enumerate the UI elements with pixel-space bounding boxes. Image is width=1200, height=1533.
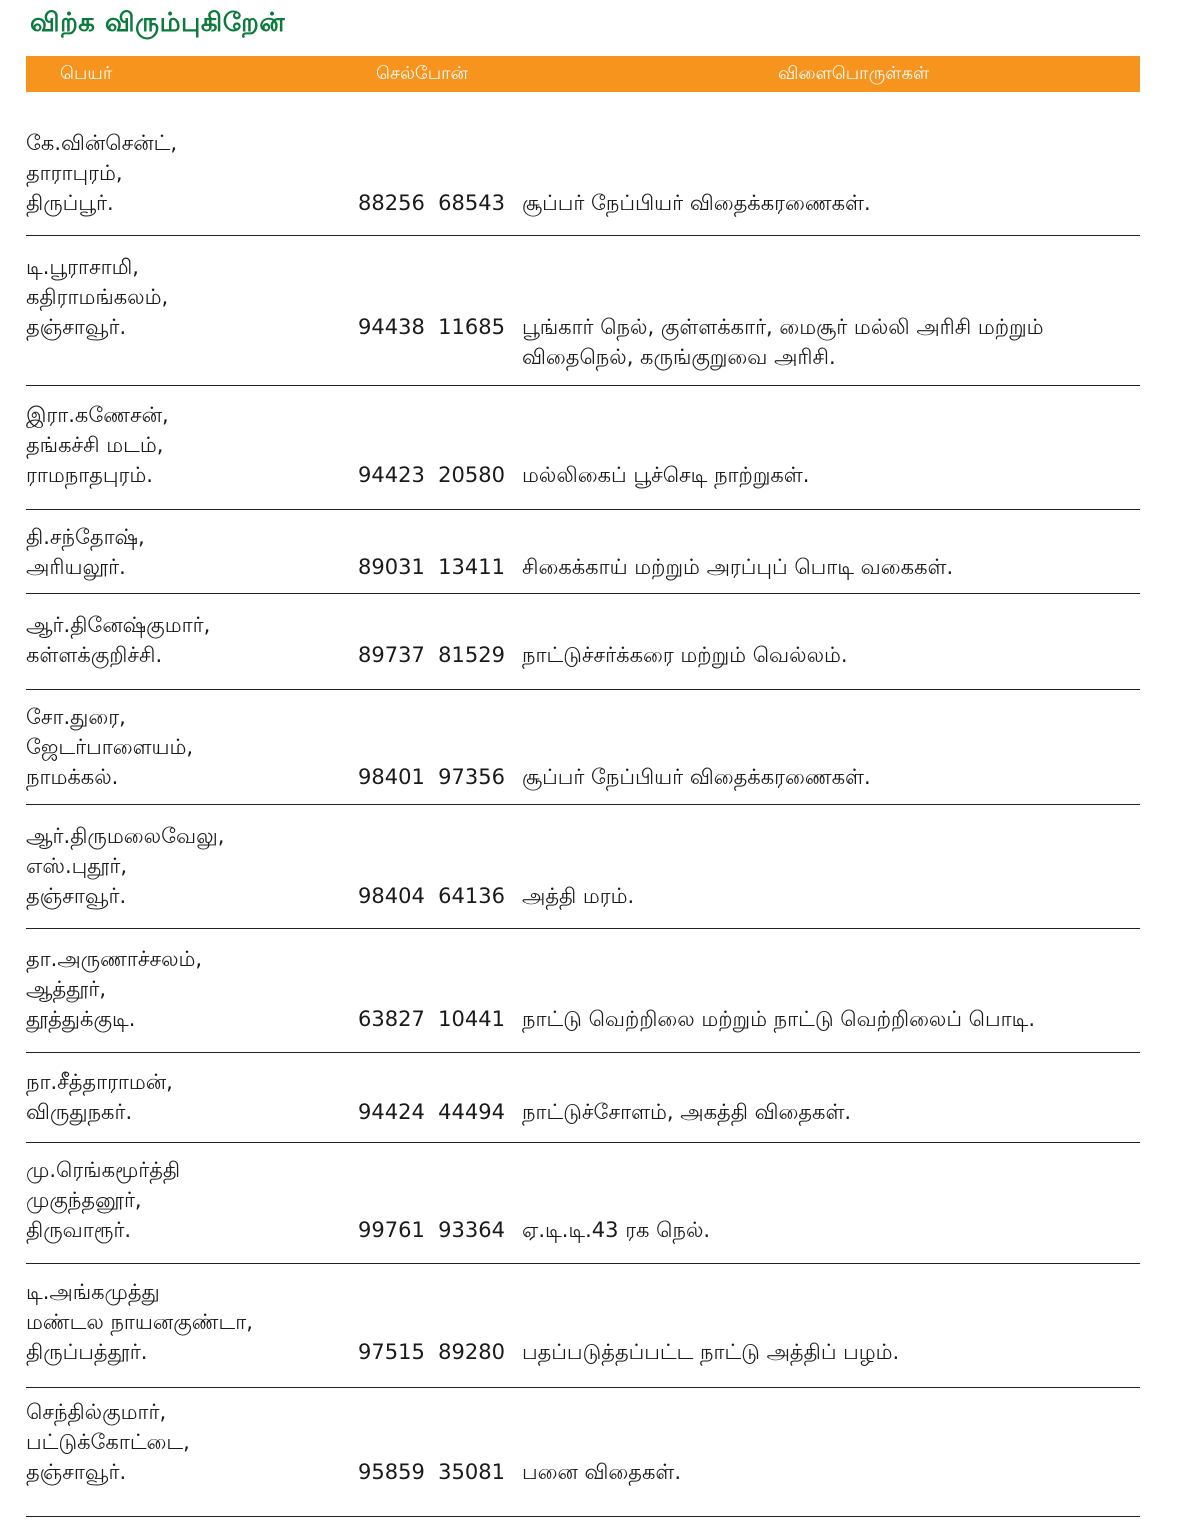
- product-line: சிகைக்காய் மற்றும் அரப்புப் பொடி வகைகள்.: [522, 555, 954, 579]
- seller-phone: 89031 13411: [358, 555, 505, 579]
- seller-address-line: விருதுநகர்.: [26, 1100, 133, 1124]
- seller-name: தி.சந்தோஷ்,: [26, 525, 145, 549]
- seller-address-line: அரியலூர்.: [26, 555, 126, 579]
- seller-phone: 89737 81529: [358, 643, 505, 667]
- seller-product: [522, 1097, 851, 1127]
- seller-name-address: [26, 1155, 180, 1245]
- seller-entry: [26, 690, 1140, 805]
- seller-name-address: [26, 400, 169, 490]
- seller-product: [522, 552, 953, 582]
- seller-address-line: கள்ளக்குறிச்சி.: [26, 643, 163, 667]
- seller-entry: [26, 236, 1140, 386]
- seller-entry: [26, 805, 1140, 929]
- seller-phone: 98404 64136: [358, 884, 505, 908]
- seller-product: [522, 1457, 681, 1487]
- seller-product: [522, 1004, 1035, 1034]
- seller-name: மு.ரெங்கமூர்த்தி: [26, 1158, 181, 1182]
- column-header-bar: [26, 56, 1140, 92]
- seller-name: செந்தில்குமார்,: [26, 1400, 167, 1424]
- product-line: விதைநெல், கருங்குறுவை அரிசி.: [522, 345, 836, 369]
- seller-address-line: மண்டல நாயனகுண்டா,: [26, 1310, 253, 1334]
- seller-address-line: தங்கச்சி மடம்,: [26, 433, 164, 457]
- seller-phone: 98401 97356: [358, 765, 505, 789]
- seller-phone: 94423 20580: [358, 463, 505, 487]
- seller-name: தா.அருணாச்சலம்,: [26, 947, 203, 971]
- product-line: ஏ.டி.டி.43 ரக நெல்.: [522, 1218, 711, 1242]
- product-line: பனை விதைகள்.: [522, 1460, 682, 1484]
- product-line: மல்லிகைப் பூச்செடி நாற்றுகள்.: [522, 463, 810, 487]
- seller-product: [522, 188, 871, 218]
- seller-address-line: பட்டுக்கோட்டை,: [26, 1430, 190, 1454]
- seller-address-line: தஞ்சாவூர்.: [26, 884, 127, 908]
- seller-product: [522, 640, 848, 670]
- seller-name-address: [26, 944, 202, 1034]
- seller-phone: 88256 68543: [358, 191, 505, 215]
- product-line: நாட்டுச்சர்க்கரை மற்றும் வெல்லம்.: [522, 643, 848, 667]
- seller-address-line: கதிராமங்கலம்,: [26, 285, 169, 309]
- seller-address-line: தாராபுரம்,: [26, 161, 123, 185]
- seller-address-line: தஞ்சாவூர்.: [26, 1460, 127, 1484]
- seller-entry: [26, 1143, 1140, 1264]
- seller-address-line: தஞ்சாவூர்.: [26, 315, 127, 339]
- seller-phone: 94438 11685: [358, 315, 505, 339]
- seller-address-line: தூத்துக்குடி.: [26, 1007, 136, 1031]
- seller-name-address: [26, 1067, 173, 1127]
- seller-name-address: [26, 128, 177, 218]
- product-line: பூங்கார் நெல், குள்ளக்கார், மைசூர் மல்லி அரிசி மற்றும்: [522, 315, 1044, 339]
- seller-product: [522, 460, 809, 490]
- seller-name: டி.பூராசாமி,: [26, 255, 139, 279]
- seller-address-line: ராமநாதபுரம்.: [26, 463, 153, 487]
- seller-address-line: திருப்பூர்.: [26, 191, 114, 215]
- seller-phone: 97515 89280: [358, 1340, 505, 1364]
- seller-phone: 63827 10441: [358, 1007, 505, 1031]
- seller-phone: 99761 93364: [358, 1218, 505, 1242]
- seller-entry: [26, 1264, 1140, 1388]
- seller-entry: [26, 386, 1140, 510]
- product-line: சூப்பர் நேப்பியர் விதைக்கரணைகள்.: [522, 765, 871, 789]
- seller-address-line: ஜேடர்பாளையம்,: [26, 735, 194, 759]
- seller-entry: [26, 92, 1140, 236]
- seller-address-line: திருப்பத்தூர்.: [26, 1340, 148, 1364]
- seller-entry: [26, 1388, 1140, 1517]
- seller-entry: [26, 594, 1140, 690]
- product-line: நாட்டு வெற்றிலை மற்றும் நாட்டு வெற்றிலைப் பொடி.: [522, 1007, 1036, 1031]
- seller-name: கே.வின்சென்ட்,: [26, 131, 177, 155]
- column-header-product: விளைபொருள்கள்: [778, 63, 930, 84]
- seller-address-line: நாமக்கல்.: [26, 765, 119, 789]
- seller-name-address: [26, 252, 168, 342]
- seller-product: [522, 312, 1044, 372]
- seller-name-address: [26, 610, 210, 670]
- seller-entry: [26, 929, 1140, 1053]
- seller-name-address: [26, 1277, 253, 1367]
- seller-address-line: முகுந்தனூர்,: [26, 1188, 142, 1212]
- seller-name-address: [26, 821, 224, 911]
- page-title: விற்க விரும்புகிறேன்: [30, 8, 286, 38]
- seller-phone: 94424 44494: [358, 1100, 505, 1124]
- seller-phone: 95859 35081: [358, 1460, 505, 1484]
- seller-name: ஆர்.திருமலைவேலு,: [26, 824, 225, 848]
- seller-product: [522, 762, 871, 792]
- seller-address-line: ஆத்தூர்,: [26, 977, 107, 1001]
- seller-name: சோ.துரை,: [26, 705, 126, 729]
- seller-address-line: எஸ்.புதூர்,: [26, 854, 128, 878]
- product-line: பதப்படுத்தப்பட்ட நாட்டு அத்திப் பழம்.: [522, 1340, 900, 1364]
- seller-product: [522, 1215, 710, 1245]
- product-line: சூப்பர் நேப்பியர் விதைக்கரணைகள்.: [522, 191, 871, 215]
- seller-name-address: [26, 1397, 190, 1487]
- seller-listing: [26, 92, 1140, 1517]
- seller-entry: [26, 510, 1140, 594]
- column-header-name: பெயர்: [60, 63, 113, 84]
- seller-product: [522, 881, 634, 911]
- seller-name: டி.அங்கமுத்து: [26, 1280, 160, 1304]
- seller-name-address: [26, 702, 193, 792]
- column-header-phone: செல்போன்: [376, 63, 468, 84]
- seller-name-address: [26, 522, 145, 582]
- seller-entry: [26, 1053, 1140, 1143]
- seller-name: ஆர்.தினேஷ்குமார்,: [26, 613, 211, 637]
- seller-address-line: திருவாரூர்.: [26, 1218, 132, 1242]
- product-line: நாட்டுச்சோளம், அகத்தி விதைகள்.: [522, 1100, 852, 1124]
- seller-product: [522, 1337, 899, 1367]
- seller-name: நா.சீத்தாராமன்,: [26, 1070, 173, 1094]
- product-line: அத்தி மரம்.: [522, 884, 635, 908]
- seller-name: இரா.கணேசன்,: [26, 403, 169, 427]
